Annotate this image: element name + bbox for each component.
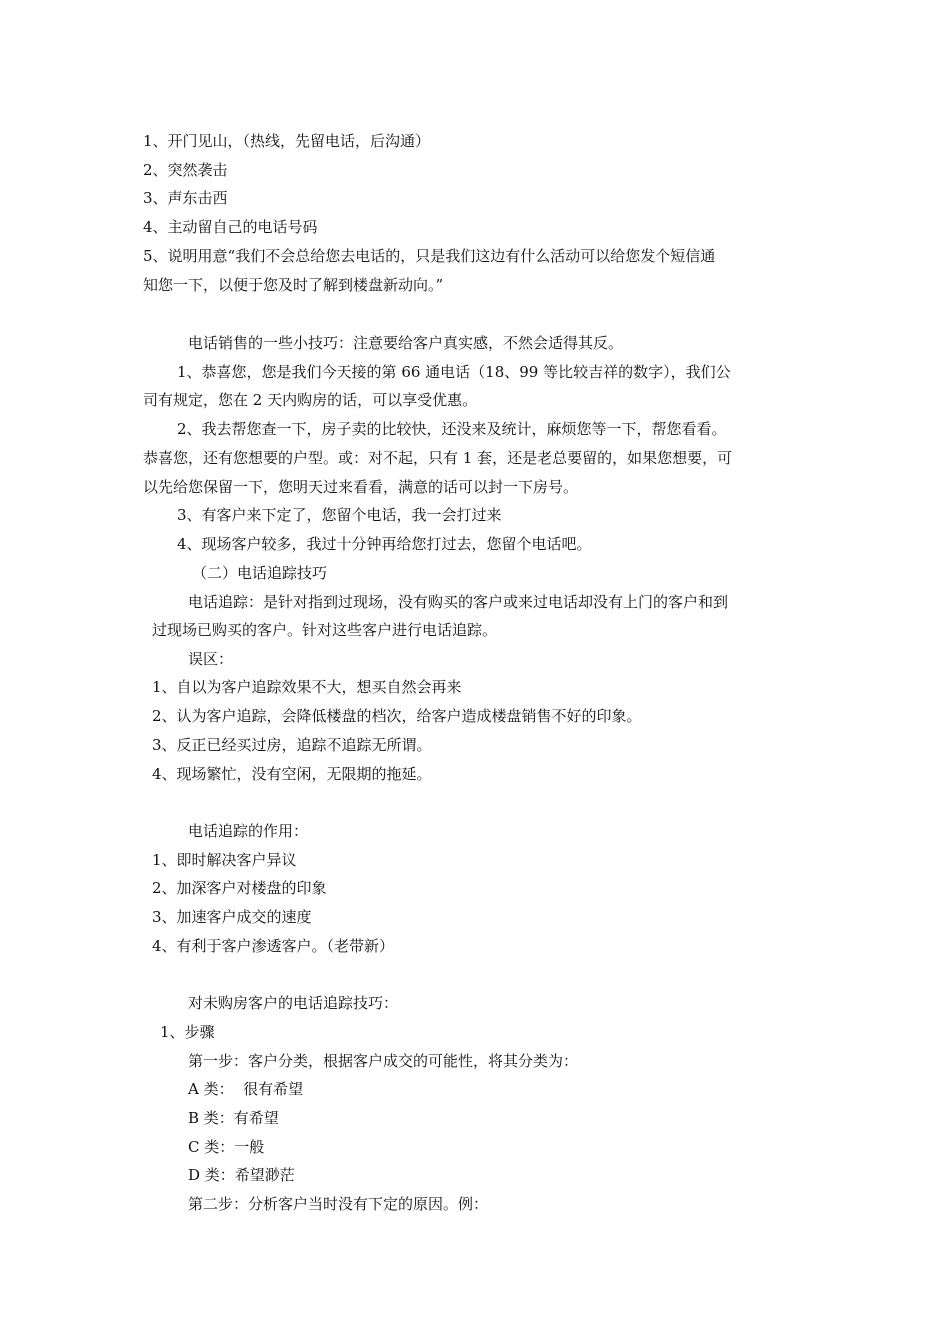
misconception-4: 4、现场繁忙，没有空闲，无限期的拖延。: [152, 765, 432, 783]
tip-2-line-3: 以先给您保留一下，您明天过来看看，满意的话可以封一下房号。: [143, 478, 579, 496]
misconception-1: 1、自以为客户追踪效果不大，想买自然会再来: [152, 678, 462, 696]
effects-label: 电话追踪的作用：: [188, 822, 309, 840]
misconception-3: 3、反正已经买过房，追踪不追踪无所谓。: [152, 736, 432, 754]
intro-item-1: 1、开门见山，（热线，先留电话，后沟通）: [143, 132, 431, 150]
category-d: D 类：希望渺茫: [188, 1166, 295, 1184]
category-a: A 类： 很有希望: [188, 1080, 304, 1098]
tips-heading: 电话销售的一些小技巧：注意要给客户真实感，不然会适得其反。: [188, 334, 624, 352]
tip-1-line-1: 1、恭喜您，您是我们今天接的第 66 通电话（18、99 等比较吉祥的数字），我们公: [177, 363, 731, 381]
intro-item-5: 5、说明用意“我们不会总给您去电话的，只是我们这边有什么活动可以给您发个短信通: [143, 247, 716, 265]
intro-item-2: 2、突然袭击: [143, 161, 228, 179]
tracking-definition-line-2: 过现场已购买的客户。针对这些客户进行电话追踪。: [152, 621, 498, 639]
effect-4: 4、有利于客户渗透客户。（老带新）: [152, 937, 395, 955]
steps-label: 1、步骤: [160, 1023, 215, 1041]
misconceptions-label: 误区：: [188, 650, 234, 668]
misconception-2: 2、认为客户追踪，会降低楼盘的档次，给客户造成楼盘销售不好的印象。: [152, 707, 642, 725]
non-buyers-heading: 对未购房客户的电话追踪技巧：: [188, 994, 399, 1012]
step-1: 第一步：客户分类，根据客户成交的可能性，将其分类为：: [188, 1052, 579, 1070]
tip-3: 3、有客户来下定了，您留个电话，我一会打过来: [177, 506, 502, 524]
intro-item-4: 4、主动留自己的电话号码: [143, 218, 318, 236]
tip-1-line-2: 司有规定，您在 2 天内购房的话，可以享受优惠。: [143, 391, 478, 409]
intro-item-5-cont: 知您一下，以便于您及时了解到楼盘新动向。”: [143, 276, 444, 294]
category-c: C 类：一般: [188, 1138, 265, 1156]
effect-3: 3、加速客户成交的速度: [152, 908, 312, 926]
tracking-section-title: （二）电话追踪技巧: [192, 564, 328, 582]
step-2: 第二步：分析客户当时没有下定的原因。例：: [188, 1195, 489, 1213]
intro-item-3: 3、声东击西: [143, 189, 228, 207]
tracking-definition-line-1: 电话追踪：是针对指到过现场，没有购买的客户或来过电话却没有上门的客户和到: [188, 593, 729, 611]
effect-1: 1、即时解决客户异议: [152, 851, 297, 869]
tip-2-line-1: 2、我去帮您查一下，房子卖的比较快，还没来及统计，麻烦您等一下，帮您看看。: [177, 420, 727, 438]
category-b: B 类：有希望: [188, 1109, 279, 1127]
tip-2-line-2: 恭喜您，还有您想要的户型。或：对不起，只有 1 套，还是老总要留的，如果您想要，可: [143, 449, 733, 467]
effect-2: 2、加深客户对楼盘的印象: [152, 879, 327, 897]
tip-4: 4、现场客户较多，我过十分钟再给您打过去，您留个电话吧。: [177, 535, 592, 553]
